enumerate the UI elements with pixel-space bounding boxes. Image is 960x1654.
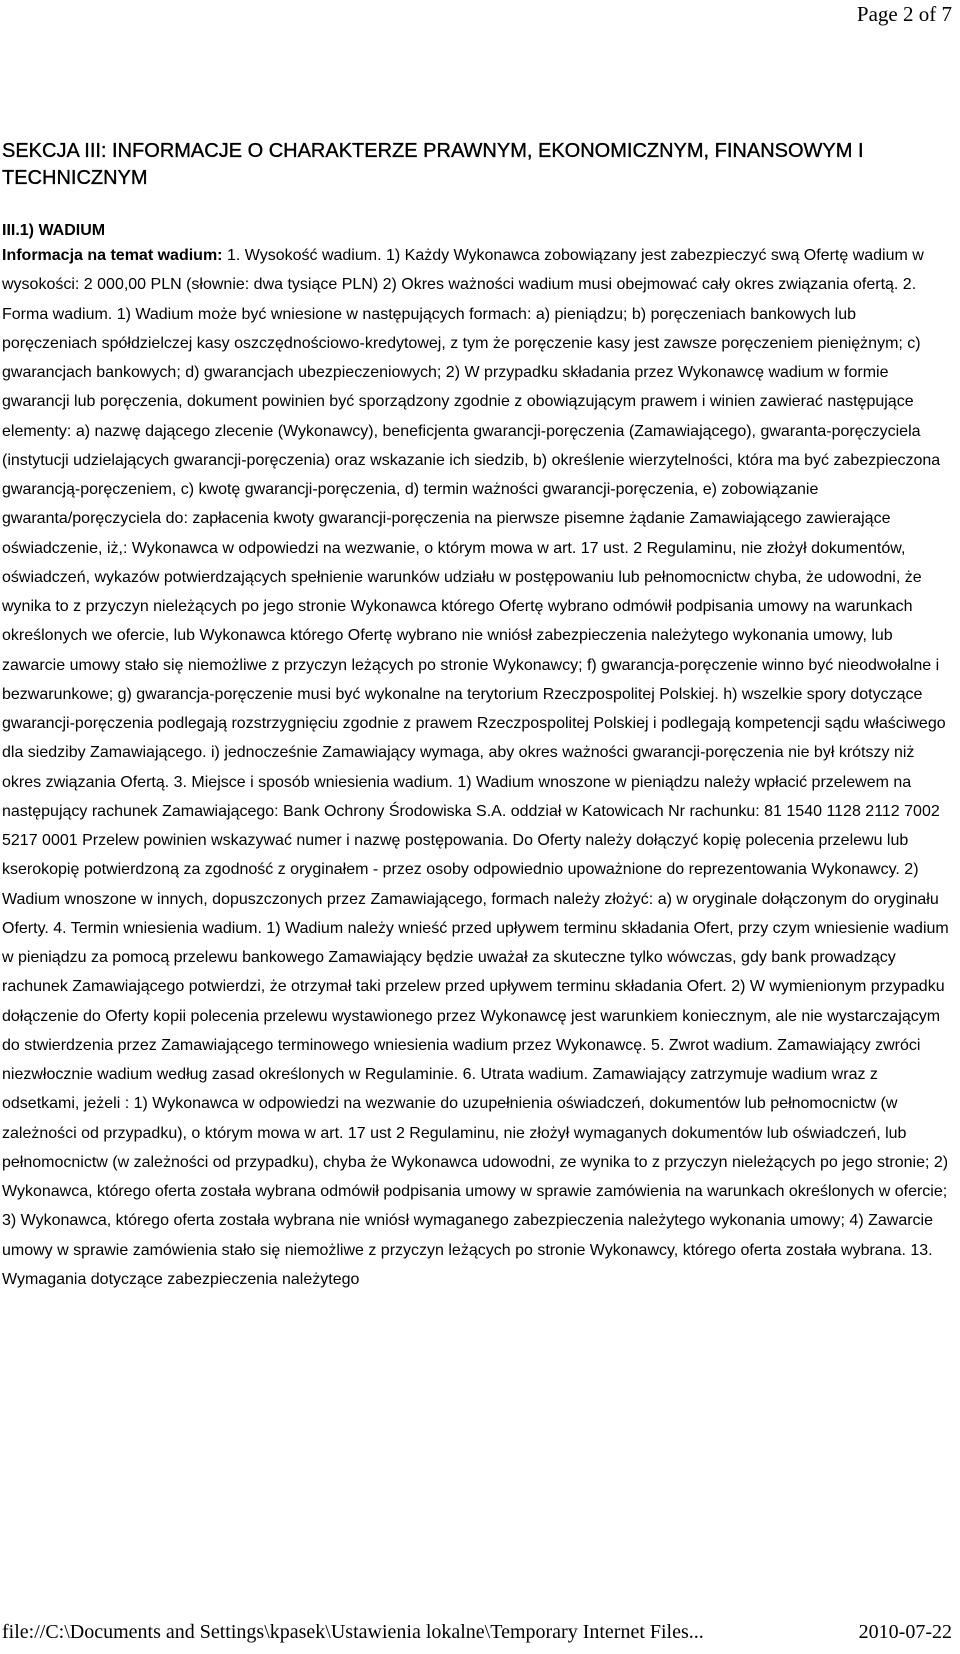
- paragraph-text: 1. Wysokość wadium. 1) Każdy Wykonawca zobowiązany jest zabezpieczyć swą Ofertę wadium w wysokości: 2 000,00 PLN (słownie: dwa tysiące PLN) 2) Okres ważności wadium musi obejmować cały okres związania ofertą. 2. Forma wadium. 1) Wadium może być wniesione w następujących formach: a) pieniądzu; b) poręczeniach bankowych lub poręczeniach spółdzielczej kasy oszczędnościowo-kredytowej, z tym że poręczenie kasy jest zawsze poręczeniem pieniężnym; c) gwarancjach bankowych; d) gwarancjach ubezpieczeniowych; 2) W przypadku składania przez Wykonawcę wadium w formie gwarancji lub poręczenia, dokument powinien być sporządzony zgodnie z obowiązującym prawem i winien zawierać następujące elementy: a) nazwę dającego zlecenie (Wykonawcy), beneficjenta gwarancji-poręczenia (Zamawiającego), gwaranta-poręczyciela (instytucji udzielających gwarancji-poręczenia) oraz wskazanie ich siedzib, b) określenie wierzytelności, która ma być zabezpieczona gwarancją-poręczeniem, c) kwotę gwarancji-poręczenia, d) termin ważności gwarancji-poręczenia, e) zobowiązanie gwaranta/poręczyciela do: zapłacenia kwoty gwarancji-poręczenia na pierwsze pisemne żądanie Zamawiającego zawierające oświadczenie, iż,: Wykonawca w odpowiedzi na wezwanie, o którym mowa w art. 17 ust. 2 Regulaminu, nie złożył dokumentów, oświadczeń, wykazów potwierdzających spełnienie warunków udziału w postępowaniu lub pełnomocnictw chyba, że udowodni, że wynika to z przyczyn nieleżących po jego stronie Wykonawca którego Ofertę wybrano odmówił podpisania umowy na warunkach określonych we ofercie, lub Wykonawca którego Ofertę wybrano nie wniósł zabezpieczenia należytego wykonania umowy, lub zawarcie umowy stało się niemożliwe z przyczyn leżących po stronie Wykonawcy; f) gwarancja-poręczenie winno być nieodwołalne i bezwarunkowe; g) gwarancja-poręczenie musi być wykonalne na terytorium Rzeczpospolitej Polskiej. h) wszelkie spory dotyczące gwarancji-poręczenia podlegają rozstrzygnięciu zgodnie z prawem Rzeczpospolitej Polskiej i podlegają kompetencji sądu właściwego dla siedziby Zamawiającego. i) jednocześnie Zamawiający wymaga, aby okres ważności gwarancji-poręczenia nie był krótszy niż okres związania Ofertą. 3. Miejsce i sposób wniesienia wadium. 1) Wadium wnoszone w pieniądzu należy wpłacić przelewem na następujący rachunek Zamawiającego: Bank Ochrony Środowiska S.A. oddział w Katowicach Nr rachunku: 81 1540 1128 2112 7002 5217 0001 Przelew powinien wskazywać numer i nazwę postępowania. Do Oferty należy dołączyć kopię polecenia przelewu lub kserokopię potwierdzoną za zgodność z oryginałem - przez osoby odpowiednio upoważnione do reprezentowania Wykonawcy. 2) Wadium wnoszone w innych, dopuszczonych przez Zamawiającego, formach należy złożyć: a) w oryginale dołączonym do oryginału Oferty. 4. Termin wniesienia wadium. 1) Wadium należy wnieść przed upływem terminu składania Ofert, przy czym wniesienie wadium w pieniądzu za pomocą przelewu bankowego Zamawiający będzie uważał za skuteczne tylko wówczas, gdy bank prowadzący rachunek Zamawiającego potwierdzi, że otrzymał taki przelew przed upływem terminu składania Ofert. 2) W wymienionym przypadku dołączenie do Oferty kopii polecenia przelewu wystawionego przez Wykonawcę jest warunkiem koniecznym, ale nie wystarczającym do stwierdzenia przez Zamawiającego terminowego wniesienia wadium przez Wykonawcę. 5. Zwrot wadium. Zamawiający zwróci niezwłocznie wadium według zasad określonych w Regulaminie. 6. Utrata wadium. Zamawiający zatrzymuje wadium wraz z odsetkami, jeżeli : 1) Wykonawca w odpowiedzi na wezwanie do uzupełnienia oświadczeń, dokumentów lub pełnomocnictw (w zależności od przypadku), o którym mowa w art. 17 ust 2 Regulaminu, nie złożył wymaganych dokumentów lub oświadczeń, lub pełnomocnictw (w zależności od przypadku), chyba że Wykonawca udowodni, ze wynika to z przyczyn nieleżących po jego stronie; 2) Wykonawca, którego oferta została wybrana odmówił podpisania umowy w sprawie zamówienia na warunkach określonych w ofercie; 3) Wykonawca, którego oferta została wybrana nie wniósł wymaganego zabezpieczenia należytego wykonania umowy; 4) Zawarcie umowy w sprawie zamówienia stało się niemożliwe z przyczyn leżących po stronie Wykonawcy, którego oferta została wybrana. 13. Wymagania dotyczące zabezpieczenia należytego: [2, 247, 949, 1288]
- subsection-title: III.1) WADIUM: [2, 222, 106, 239]
- page-number: Page 2 of 7: [856, 2, 952, 26]
- paragraph-label: Informacja na temat wadium:: [2, 247, 223, 264]
- section-title: SEKCJA III: INFORMACJE O CHARAKTERZE PRAWNYM, EKONOMICZNYM, FINANSOWYM I TECHNICZNYM: [2, 140, 864, 189]
- footer-date: 2010-07-22: [858, 1621, 952, 1643]
- wadium-paragraph: [2, 241, 952, 1294]
- page-footer: [2, 1621, 952, 1644]
- footer-url: file://C:\Documents and Settings\kpasek\Ustawienia lokalne\Temporary Internet Files...: [2, 1621, 704, 1643]
